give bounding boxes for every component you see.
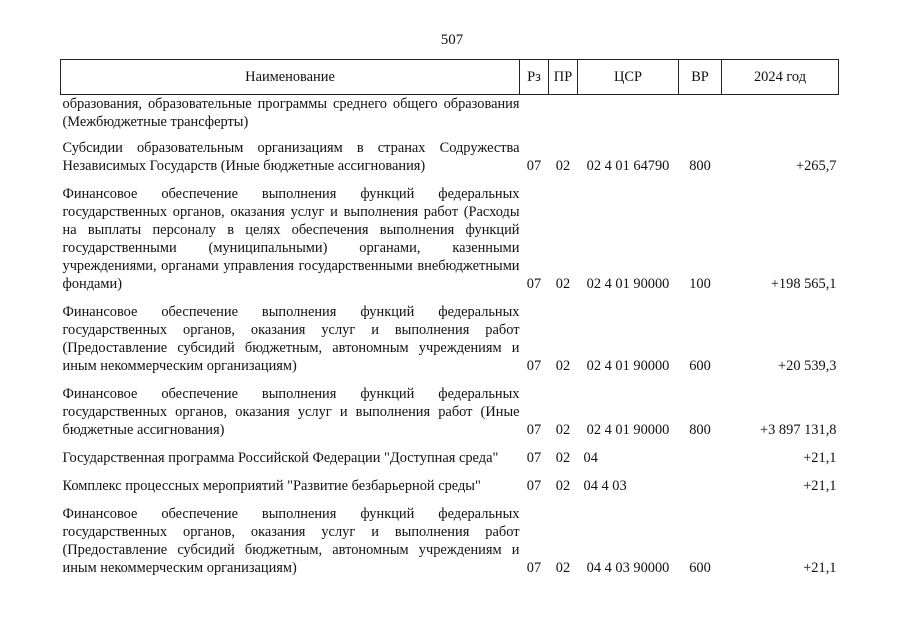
row-amount: +21,1 xyxy=(803,560,837,576)
row-name: Финансовое обеспечение выполнения функций федеральных государственных органов, оказания услуг и выполнения работ (Иные бюджетные ассигнования) xyxy=(62,386,520,438)
table-row xyxy=(61,139,839,185)
row-pr: 02 xyxy=(555,450,571,466)
row-amount: +265,7 xyxy=(796,158,837,174)
header-csr: ЦСР xyxy=(578,60,679,95)
row-rz xyxy=(520,95,549,140)
table-row xyxy=(61,449,839,477)
row-amount: +3 897 131,8 xyxy=(760,422,837,438)
row-vr xyxy=(679,449,722,477)
row-csr: 02 4 01 90000 xyxy=(586,422,670,438)
row-vr: 800 xyxy=(689,158,711,174)
header-name: Наименование xyxy=(61,60,520,95)
row-rz: 07 xyxy=(526,450,542,466)
row-rz: 07 xyxy=(526,158,542,174)
header-vr: ВР xyxy=(679,60,722,95)
row-name: Финансовое обеспечение выполнения функций федеральных государственных органов, оказания услуг и выполнения работ (Расходы на выплаты персоналу в целях обеспечения выполнения функций государственными (муниципальными) органами, казенными учреждениями, органами управления государственными внебюджетными фондами) xyxy=(62,186,520,292)
budget-table xyxy=(60,59,839,577)
row-csr xyxy=(578,95,679,140)
row-pr: 02 xyxy=(555,560,571,576)
row-csr: 04 xyxy=(583,450,598,466)
row-csr: 02 4 01 90000 xyxy=(586,358,670,374)
row-pr: 02 xyxy=(555,358,571,374)
row-amount: +21,1 xyxy=(803,450,837,466)
row-name: образования, образовательные программы среднего общего образования (Межбюджетные трансферты) xyxy=(62,96,520,130)
table-row xyxy=(61,385,839,449)
row-csr: 04 4 03 xyxy=(583,478,627,494)
row-csr: 02 4 01 64790 xyxy=(586,158,670,174)
row-vr: 100 xyxy=(689,276,711,292)
row-vr: 800 xyxy=(689,422,711,438)
row-vr: 600 xyxy=(689,358,711,374)
table-row xyxy=(61,185,839,303)
row-amount: +20 539,3 xyxy=(778,358,837,374)
header-pr: ПР xyxy=(549,60,578,95)
row-amount xyxy=(722,95,839,140)
row-name: Государственная программа Российской Федерации "Доступная среда" xyxy=(62,450,499,466)
row-rz: 07 xyxy=(526,478,542,494)
row-name: Финансовое обеспечение выполнения функций федеральных государственных органов, оказания услуг и выполнения работ (Предоставление субсидий бюджетным, автономным учреждениям и иным некоммерческим организациям) xyxy=(62,506,520,576)
row-rz: 07 xyxy=(526,560,542,576)
row-pr: 02 xyxy=(555,158,571,174)
row-pr: 02 xyxy=(555,422,571,438)
row-pr: 02 xyxy=(555,276,571,292)
table-row xyxy=(61,95,839,140)
row-rz: 07 xyxy=(526,422,542,438)
row-name: Комплекс процессных мероприятий "Развитие безбарьерной среды" xyxy=(62,478,481,494)
row-rz: 07 xyxy=(526,358,542,374)
row-amount: +21,1 xyxy=(803,478,837,494)
row-pr xyxy=(549,95,578,140)
row-vr xyxy=(679,477,722,505)
row-amount: +198 565,1 xyxy=(770,276,837,292)
row-rz: 07 xyxy=(526,276,542,292)
page-number: 507 xyxy=(440,32,464,48)
row-name: Финансовое обеспечение выполнения функций федеральных государственных органов, оказания услуг и выполнения работ (Предоставление субсидий бюджетным, автономным учреждениям и иным некоммерческим организациям) xyxy=(62,304,520,374)
table-row xyxy=(61,505,839,577)
row-name: Субсидии образовательным организациям в странах Содружества Независимых Государств (Иные бюджетные ассигнования) xyxy=(62,140,520,174)
table-header-row xyxy=(61,60,839,95)
table-row xyxy=(61,303,839,385)
header-amount: 2024 год xyxy=(722,60,839,95)
table-row xyxy=(61,477,839,505)
row-csr: 02 4 01 90000 xyxy=(586,276,670,292)
row-csr: 04 4 03 90000 xyxy=(586,560,670,576)
row-vr: 600 xyxy=(689,560,711,576)
row-vr xyxy=(679,95,722,140)
header-rz: Рз xyxy=(520,60,549,95)
row-pr: 02 xyxy=(555,478,571,494)
